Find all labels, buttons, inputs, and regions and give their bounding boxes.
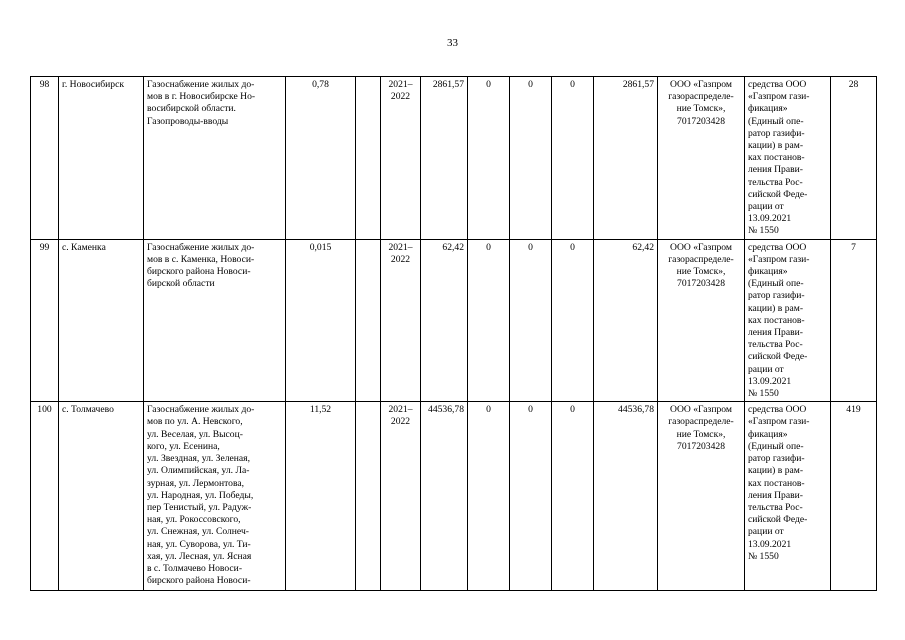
empty-cell [356, 402, 381, 591]
local-budget-cell: 0 [552, 402, 594, 591]
regional-budget-cell: 0 [510, 239, 552, 402]
table-row [31, 402, 877, 591]
total-cost-cell: 62,42 [421, 239, 468, 402]
federal-budget-cell: 0 [468, 239, 510, 402]
other-sources-cell: 62,42 [594, 239, 658, 402]
total-cost-cell: 2861,57 [421, 77, 468, 240]
households-count-cell: 419 [831, 402, 877, 591]
other-sources-cell: 44536,78 [594, 402, 658, 591]
funding-source-cell: средства ООО «Газпром гази- фикация» (Единый опе- ратор газифи- кации) в рам- ках постанов- ления Прави- тельства Рос- сийской Феде- рации от 13.09.2021 № 1550 [745, 402, 831, 591]
organization-cell: ООО «Газпром газораспределе- ние Томск», 7017203428 [658, 402, 745, 591]
regional-budget-cell: 0 [510, 77, 552, 240]
other-sources-cell: 2861,57 [594, 77, 658, 240]
local-budget-cell: 0 [552, 77, 594, 240]
object-name-cell: Газоснабжение жилых до- мов в с. Каменка, Новоси- бирского района Новоси- бирской области [144, 239, 286, 402]
funding-source-cell: средства ООО «Газпром гази- фикация» (Единый опе- ратор газифи- кации) в рам- ках постанов- ления Прави- тельства Рос- сийской Феде- рации от 13.09.2021 № 1550 [745, 239, 831, 402]
table-row [31, 77, 877, 240]
organization-cell: ООО «Газпром газораспределе- ние Томск», 7017203428 [658, 77, 745, 240]
households-count-cell: 28 [831, 77, 877, 240]
local-budget-cell: 0 [552, 239, 594, 402]
years-cell: 2021– 2022 [381, 77, 421, 240]
settlement-cell: с. Толмачево [59, 402, 144, 591]
object-name-cell: Газоснабжение жилых до- мов в г. Новосибирске Но- восибирской области. Газопроводы-вводы [144, 77, 286, 240]
row-number: 98 [31, 77, 59, 240]
federal-budget-cell: 0 [468, 77, 510, 240]
federal-budget-cell: 0 [468, 402, 510, 591]
length-cell: 0,015 [286, 239, 356, 402]
years-cell: 2021– 2022 [381, 239, 421, 402]
settlement-cell: г. Новосибирск [59, 77, 144, 240]
regional-budget-cell: 0 [510, 402, 552, 591]
organization-cell: ООО «Газпром газораспределе- ние Томск», 7017203428 [658, 239, 745, 402]
object-name-cell: Газоснабжение жилых до- мов по ул. А. Невского, ул. Веселая, ул. Высоц- кого, ул. Есенина, ул. Звездная, ул. Зеленая, ул. Олимпийская, ул. Ла- зурная, ул. Лермонтова, ул. Народная, ул. Победы, пер Тенистый, ул. Радуж- ная, ул. Рокоссовского, ул. Снежная, ул. Солнеч- ная, ул. Суворова, ул. Ти- хая, ул. Лесная, ул. Ясная в с. Толмачево Новоси- бирского района Новоси- [144, 402, 286, 591]
empty-cell [356, 77, 381, 240]
row-number: 100 [31, 402, 59, 591]
length-cell: 11,52 [286, 402, 356, 591]
households-count-cell: 7 [831, 239, 877, 402]
row-number: 99 [31, 239, 59, 402]
years-cell: 2021– 2022 [381, 402, 421, 591]
empty-cell [356, 239, 381, 402]
length-cell: 0,78 [286, 77, 356, 240]
table-row [31, 239, 877, 402]
funding-source-cell: средства ООО «Газпром гази- фикация» (Единый опе- ратор газифи- кации) в рам- ках постанов- ления Прави- тельства Рос- сийской Феде- рации от 13.09.2021 № 1550 [745, 77, 831, 240]
total-cost-cell: 44536,78 [421, 402, 468, 591]
page-number: 33 [447, 37, 458, 49]
settlement-cell: с. Каменка [59, 239, 144, 402]
program-table [30, 76, 877, 591]
